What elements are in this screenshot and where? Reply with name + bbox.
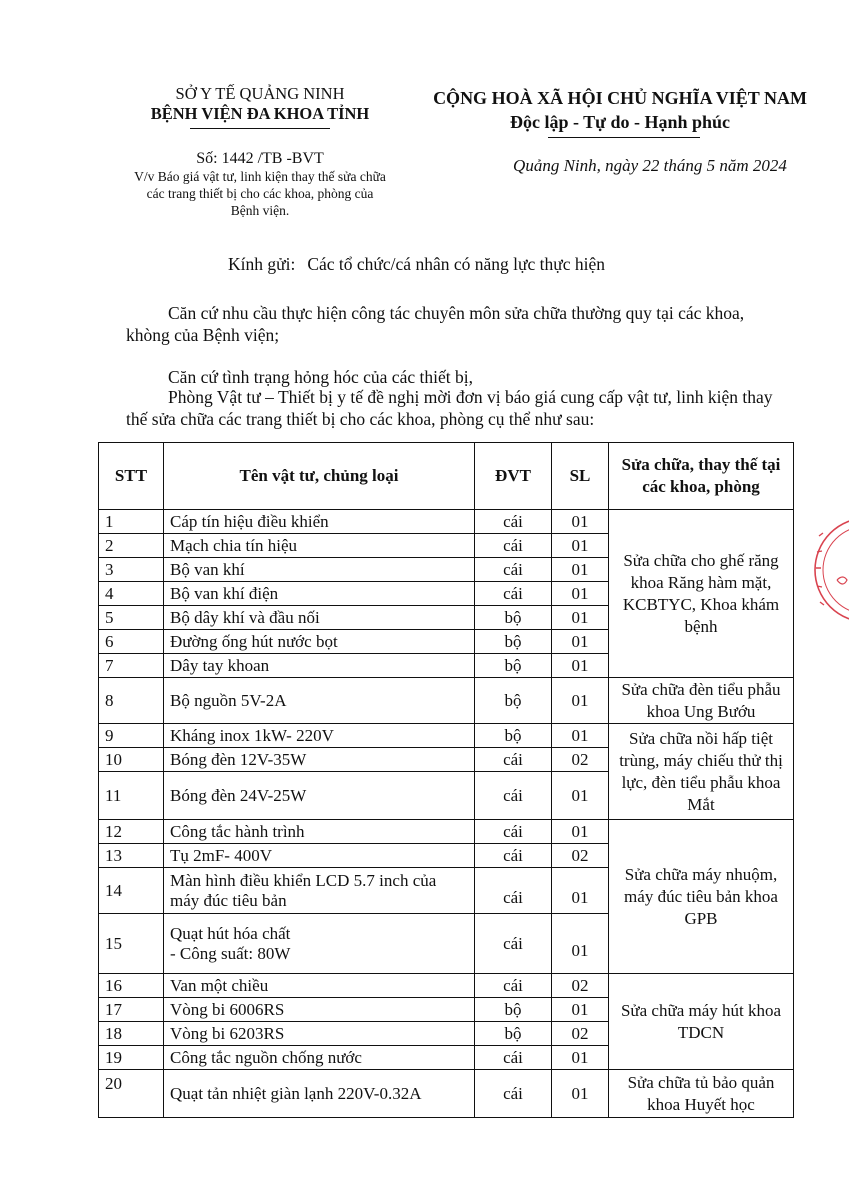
row-stt: 14 — [99, 868, 164, 914]
row-name: Bóng đèn 24V-25W — [164, 772, 475, 820]
seal-stamp-fragment — [809, 500, 849, 640]
row-name — [164, 914, 475, 974]
row-stt: 7 — [99, 654, 164, 678]
row-name: Van một chiều — [164, 974, 475, 998]
row-stt: 8 — [99, 678, 164, 724]
subject-line-1: V/v Báo giá vật tư, linh kiện thay thế sửa chữa — [134, 169, 386, 184]
row-dvt: cái — [475, 748, 552, 772]
org-line-1: SỞ Y TẾ QUẢNG NINH — [175, 84, 345, 103]
row-stt: 5 — [99, 606, 164, 630]
row-name: Vòng bi 6006RS — [164, 998, 475, 1022]
row-dvt: cái — [475, 1046, 552, 1070]
row-name: Màn hình điều khiển LCD 5.7 inch của máy đúc tiêu bản — [164, 868, 475, 914]
row-sl: 02 — [552, 974, 609, 998]
row-name-line-2: - Công suất: 80W — [170, 943, 291, 963]
materials-table — [98, 442, 794, 1118]
issuing-organization — [110, 84, 410, 124]
row-dvt: bộ — [475, 678, 552, 724]
row-stt: 20 — [99, 1070, 164, 1118]
row-sl: 01 — [552, 510, 609, 534]
group-dental: Sửa chữa cho ghế răng khoa Răng hàm mặt, KCBTYC, Khoa khám bệnh — [609, 510, 794, 678]
row-dvt: bộ — [475, 654, 552, 678]
row-dvt: cái — [475, 914, 552, 974]
recipient-label: Kính gửi: — [228, 254, 296, 274]
row-sl: 01 — [552, 1070, 609, 1118]
row-name: Bộ nguồn 5V-2A — [164, 678, 475, 724]
header-name: Tên vật tư, chủng loại — [164, 443, 475, 510]
row-sl: 01 — [552, 724, 609, 748]
header-sl: SL — [552, 443, 609, 510]
table-header-row — [99, 443, 794, 510]
row-dvt: cái — [475, 1070, 552, 1118]
row-stt: 10 — [99, 748, 164, 772]
recipient-value: Các tổ chức/cá nhân có năng lực thực hiện — [307, 254, 605, 274]
national-motto — [410, 86, 830, 134]
row-dvt: bộ — [475, 998, 552, 1022]
row-dvt: cái — [475, 868, 552, 914]
table-row — [99, 974, 794, 998]
row-stt: 9 — [99, 724, 164, 748]
row-name: Công tắc hành trình — [164, 820, 475, 844]
header-dvt: ĐVT — [475, 443, 552, 510]
row-stt: 13 — [99, 844, 164, 868]
table-row — [99, 820, 794, 844]
row-name: Bộ van khí điện — [164, 582, 475, 606]
row-name: Mạch chia tín hiệu — [164, 534, 475, 558]
document-number: Số: 1442 /TB -BVT — [196, 150, 324, 167]
body-paragraph-2: Căn cứ tình trạng hỏng hóc của các thiết bị, — [168, 367, 473, 387]
row-sl: 01 — [552, 998, 609, 1022]
row-stt: 3 — [99, 558, 164, 582]
row-stt: 11 — [99, 772, 164, 820]
table-row — [99, 510, 794, 534]
row-dvt: cái — [475, 534, 552, 558]
row-name: Công tắc nguồn chống nước — [164, 1046, 475, 1070]
group-ophthalmology: Sửa chữa nồi hấp tiệt trùng, máy chiếu thử thị lực, đèn tiểu phẫu khoa Mắt — [609, 724, 794, 820]
row-sl: 01 — [552, 772, 609, 820]
row-name: Quạt tản nhiệt giàn lạnh 220V-0.32A — [164, 1070, 475, 1118]
row-sl: 01 — [552, 630, 609, 654]
recipient — [228, 254, 617, 275]
header-stt: STT — [99, 443, 164, 510]
row-name: Đường ống hút nước bọt — [164, 630, 475, 654]
row-name: Bộ dây khí và đầu nối — [164, 606, 475, 630]
row-name: Bóng đèn 12V-35W — [164, 748, 475, 772]
header-fix: Sửa chữa, thay thế tại các khoa, phòng — [609, 443, 794, 510]
row-sl: 01 — [552, 558, 609, 582]
row-sl: 02 — [552, 1022, 609, 1046]
row-name-line-1: Quạt hút hóa chất — [170, 923, 291, 943]
row-sl: 02 — [552, 844, 609, 868]
row-stt: 16 — [99, 974, 164, 998]
org-line-2: BỆNH VIỆN ĐA KHOA TỈNH — [150, 104, 370, 123]
row-name: Kháng inox 1kW- 220V — [164, 724, 475, 748]
row-dvt: bộ — [475, 630, 552, 654]
row-stt: 15 — [99, 914, 164, 974]
row-dvt: cái — [475, 510, 552, 534]
row-sl: 01 — [552, 606, 609, 630]
row-sl: 01 — [552, 1046, 609, 1070]
group-pathology: Sửa chữa máy nhuộm, máy đúc tiêu bản khoa GPB — [609, 820, 794, 974]
row-sl: 02 — [552, 748, 609, 772]
row-dvt: cái — [475, 558, 552, 582]
row-stt: 18 — [99, 1022, 164, 1046]
row-dvt: bộ — [475, 606, 552, 630]
row-name: Vòng bi 6203RS — [164, 1022, 475, 1046]
subject-line-2: các trang thiết bị cho các khoa, phòng của — [146, 186, 374, 201]
document-subject — [110, 168, 410, 219]
row-sl: 01 — [552, 654, 609, 678]
row-dvt: cái — [475, 974, 552, 998]
body-paragraph-1: Căn cứ nhu cầu thực hiện công tác chuyên môn sửa chữa thường quy tại các khoa, khòng của Bệnh viện; — [126, 303, 745, 345]
row-stt: 17 — [99, 998, 164, 1022]
table-row — [99, 1070, 794, 1118]
row-stt: 6 — [99, 630, 164, 654]
row-dvt: cái — [475, 772, 552, 820]
row-dvt: cái — [475, 844, 552, 868]
row-sl: 01 — [552, 534, 609, 558]
row-name: Tụ 2mF- 400V — [164, 844, 475, 868]
row-stt: 19 — [99, 1046, 164, 1070]
table-row — [99, 724, 794, 748]
row-name: Dây tay khoan — [164, 654, 475, 678]
document-date: Quảng Ninh, ngày 22 tháng 5 năm 2024 — [513, 156, 787, 175]
table-row — [99, 678, 794, 724]
row-name: Bộ van khí — [164, 558, 475, 582]
row-stt: 4 — [99, 582, 164, 606]
row-dvt: bộ — [475, 724, 552, 748]
body-paragraph-3: Phòng Vật tư – Thiết bị y tế đề nghị mời đơn vị báo giá cung cấp vật tư, linh kiện thay thế sửa chữa các trang thiết bị cho các khoa, phòng cụ thể như sau: — [126, 387, 773, 429]
row-stt: 1 — [99, 510, 164, 534]
nation-line-2: Độc lập - Tự do - Hạnh phúc — [509, 112, 731, 132]
nation-line-1: CỘNG HOÀ XÃ HỘI CHỦ NGHĨA VIỆT NAM — [433, 88, 807, 108]
org-underline — [190, 128, 330, 129]
row-name: Cáp tín hiệu điều khiển — [164, 510, 475, 534]
row-sl: 01 — [552, 820, 609, 844]
group-hematology: Sửa chữa tủ bảo quản khoa Huyết học — [609, 1070, 794, 1118]
row-sl: 01 — [552, 582, 609, 606]
row-dvt: cái — [475, 582, 552, 606]
subject-line-3: Bệnh viện. — [230, 203, 290, 218]
row-dvt: bộ — [475, 1022, 552, 1046]
motto-underline — [548, 137, 700, 138]
group-functional-diagnostics: Sửa chữa máy hút khoa TDCN — [609, 974, 794, 1070]
group-oncology: Sửa chữa đèn tiểu phẫu khoa Ung Bướu — [609, 678, 794, 724]
row-stt: 12 — [99, 820, 164, 844]
row-sl: 01 — [552, 868, 609, 914]
row-sl: 01 — [552, 678, 609, 724]
row-sl: 01 — [552, 914, 609, 974]
row-stt: 2 — [99, 534, 164, 558]
row-dvt: cái — [475, 820, 552, 844]
